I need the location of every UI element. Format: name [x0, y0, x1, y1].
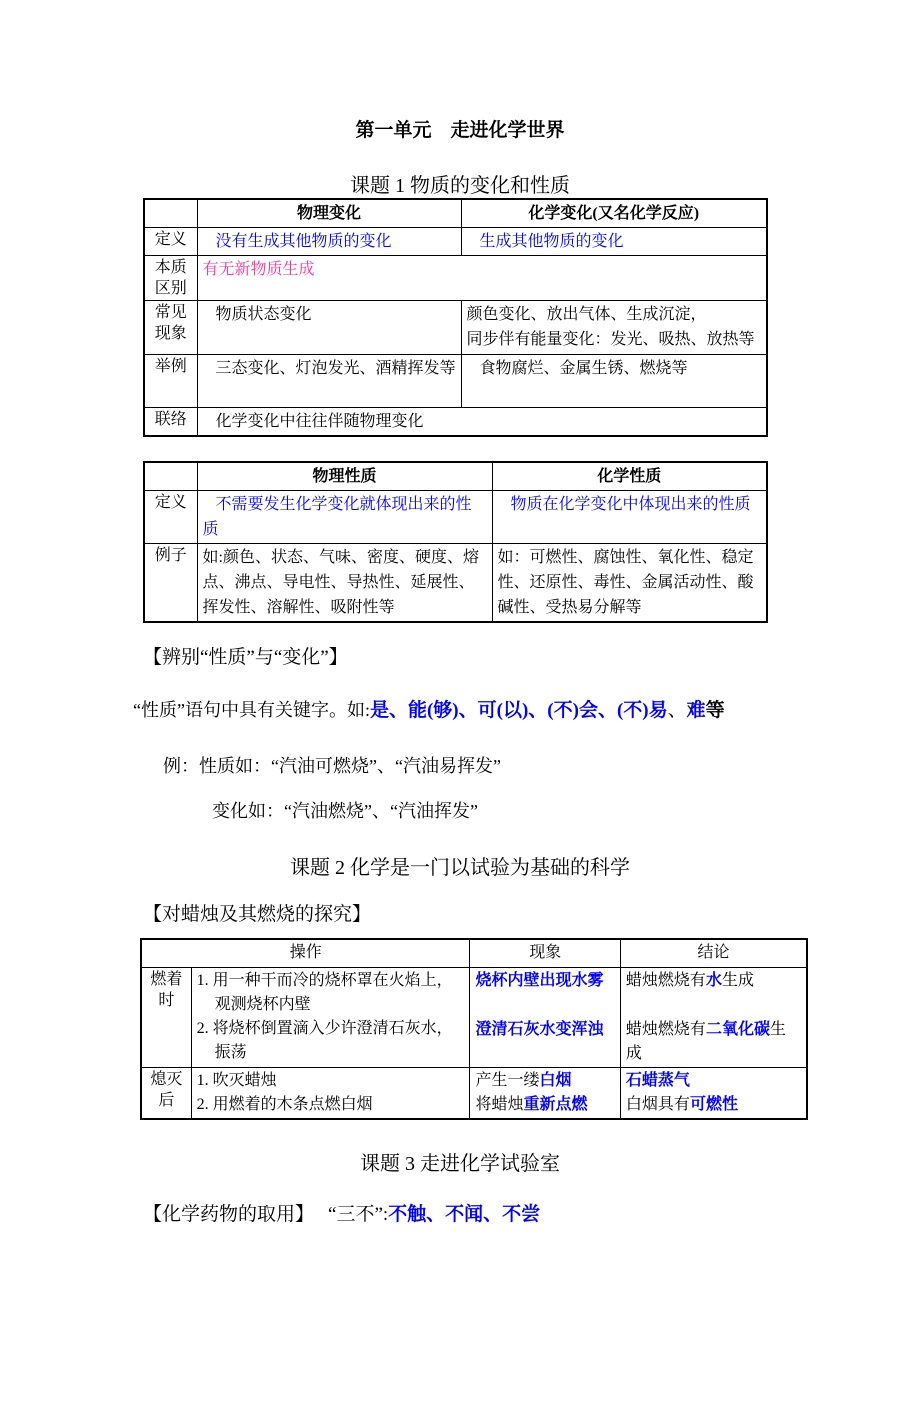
connection-label: 联络: [144, 408, 197, 437]
extinguished-operations: [191, 1067, 470, 1119]
burning-operation-1: 1. 用一种干而冷的烧杯罩在火焰上，观测烧杯内壁: [196, 971, 453, 1013]
changes-header-physical: 物理变化: [197, 199, 461, 228]
extinguished-conclusions: [620, 1067, 807, 1119]
burning-conclusion-1-highlight: 水: [705, 971, 722, 989]
properties-examples-label: 例子: [144, 544, 197, 623]
changes-row-definition: [144, 228, 767, 256]
properties-header-physical: 物理性质: [197, 462, 492, 491]
examples-chemical: 食物腐烂、金属生锈、燃烧等: [461, 355, 767, 408]
example-property-line: 例：性质如：“汽油可燃烧”、“汽油易挥发”: [163, 756, 501, 776]
keywords-blue-b: 难: [686, 700, 706, 721]
burning-conclusion-2: 蜡烛燃烧有二氧化碳生成: [625, 1020, 786, 1062]
burning-label: 燃着时: [141, 967, 191, 1067]
definition-label: 定义: [144, 228, 197, 256]
burning-operations: [191, 967, 470, 1067]
burning-conclusion-2-highlight: 二氧化碳: [705, 1020, 770, 1038]
burning-conclusion-1: 蜡烛燃烧有水生成: [625, 971, 754, 989]
keywords-blue-a: 是、能(够)、可(以)、(不)会、(不)易: [369, 700, 668, 721]
candle-table: [140, 938, 808, 1120]
candle-header-phenomenon: 现象: [470, 939, 620, 967]
essential-difference-label: 本质区别: [144, 256, 197, 301]
examples-label: 举例: [144, 355, 197, 408]
properties-header-empty: [144, 462, 197, 491]
properties-definition-chemical: 物质在化学变化中体现出来的性质: [492, 491, 767, 544]
unit-title: 第一单元 走进化学世界: [355, 120, 565, 141]
candle-row-burning: [141, 967, 807, 1067]
candle-header-conclusion: 结论: [620, 939, 807, 967]
keyword-intro: “性质”语句中具有关键字。如:: [133, 700, 370, 720]
extinguished-label: 熄灭后: [141, 1067, 191, 1119]
reagents-line: [143, 1199, 920, 1226]
topic1-title: 课题 1 物质的变化和性质: [350, 175, 570, 197]
reagents-rule-name: “三不”:: [328, 1203, 389, 1225]
candle-row-extinguished: [141, 1067, 807, 1119]
burning-phenomenon-1: 烧杯内壁出现水雾: [475, 971, 604, 989]
changes-row-essential-difference: [144, 256, 767, 301]
candle-table-header-row: [141, 939, 807, 967]
extinguished-phenomena: [470, 1067, 620, 1119]
topic3-title: 课题 3 走进化学试验室: [360, 1152, 560, 1175]
changes-table-header-row: [144, 199, 767, 228]
reagents-heading: 【化学药物的取用】: [143, 1203, 315, 1225]
burning-phenomena: [470, 967, 620, 1067]
properties-header-chemical: 化学性质: [492, 462, 767, 491]
changes-row-examples: [144, 355, 767, 408]
burning-conclusions: [620, 967, 807, 1067]
example-change-line: 变化如：“汽油燃烧”、“汽油挥发”: [212, 801, 478, 821]
definition-physical: 没有生成其他物质的变化: [197, 228, 461, 256]
common-phenomena-physical: 物质状态变化: [197, 301, 461, 355]
keywords-paragraph: [133, 687, 773, 734]
properties-table: [143, 461, 768, 623]
properties-examples-physical: 如:颜色、状态、气味、密度、硬度、熔点、沸点、导电性、导热性、延展性、挥发性、溶解性、吸附性等: [197, 544, 492, 623]
extinguished-phenomenon-2-highlight: 重新点燃: [523, 1095, 588, 1113]
candle-heading: 【对蜡烛及其燃烧的探究】: [143, 904, 372, 925]
properties-table-header-row: [144, 462, 767, 491]
keywords-suffix: 等: [705, 700, 725, 721]
distinguish-heading: 【辨别“性质”与“变化”】: [143, 647, 348, 668]
properties-examples-chemical: 如：可燃性、腐蚀性、氧化性、稳定性、还原性、毒性、金属活动性、酸碱性、受热易分解等: [492, 544, 767, 623]
extinguished-phenomenon-2: 将蜡烛重新点燃: [475, 1095, 588, 1113]
burning-operation-2: 2. 将烧杯倒置滴入少许澄清石灰水，振荡: [196, 1019, 453, 1061]
common-phenomena-label: 常见现象: [144, 301, 197, 355]
examples-physical: 三态变化、灯泡发光、酒精挥发等: [197, 355, 461, 408]
properties-row-examples: [144, 544, 767, 623]
common-phenomena-chemical-line2: 同步伴有能量变化：发光、吸热、放热等: [466, 331, 755, 348]
changes-table: [143, 198, 768, 437]
extinguished-phenomenon-1-highlight: 白烟: [539, 1071, 572, 1089]
properties-definition-physical: 不需要发生化学变化就体现出来的性质: [197, 491, 492, 544]
essential-difference-value: 有无新物质生成: [197, 256, 767, 301]
changes-row-connection: [144, 408, 767, 437]
changes-row-common-phenomena: [144, 301, 767, 355]
properties-definition-label: 定义: [144, 491, 197, 544]
connection-value: 化学变化中往往伴随物理变化: [197, 408, 767, 437]
reagents-rule-keywords: 不触、不闻、不尝: [388, 1203, 541, 1225]
extinguished-operation-1: 1. 吹灭蜡烛: [196, 1071, 277, 1089]
extinguished-conclusion-2: 白烟具有可燃性: [625, 1095, 738, 1113]
properties-row-definition: [144, 491, 767, 544]
changes-header-chemical: 化学变化(又名化学反应): [461, 199, 767, 228]
changes-header-empty: [144, 199, 197, 228]
common-phenomena-chemical: [461, 301, 767, 355]
keywords-separator: 、: [667, 700, 687, 721]
extinguished-phenomenon-1: 产生一缕白烟: [475, 1071, 572, 1089]
definition-chemical: 生成其他物质的变化: [461, 228, 767, 256]
burning-phenomenon-2: 澄清石灰水变浑浊: [475, 1020, 604, 1038]
candle-header-operation: 操作: [141, 939, 470, 967]
topic2-title: 课题 2 化学是一门以试验为基础的科学: [290, 857, 630, 879]
common-phenomena-chemical-line1: 颜色变化、放出气体、生成沉淀，: [466, 306, 707, 323]
extinguished-conclusion-2-highlight: 可燃性: [689, 1095, 738, 1113]
document-page: [0, 115, 920, 1226]
extinguished-operation-2: 2. 用燃着的木条点燃白烟: [196, 1095, 373, 1113]
extinguished-conclusion-1: 石蜡蒸气: [625, 1071, 690, 1089]
